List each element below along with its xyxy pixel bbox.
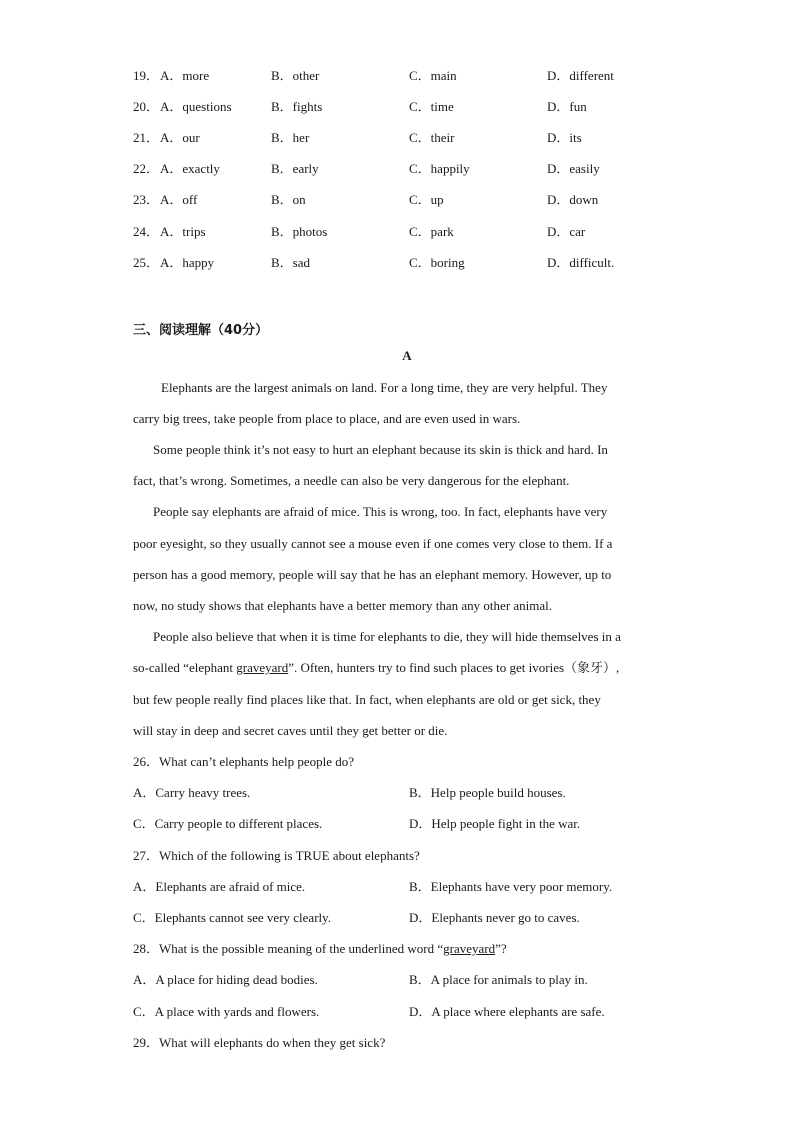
question-text: ”?: [495, 941, 507, 956]
passage-line: Some people think it’s not easy to hurt an elephant because its skin is thick and hard. In: [153, 442, 608, 457]
question-number: 19．: [133, 68, 160, 83]
option-b: B．photos: [271, 224, 328, 239]
passage-line: poor eyesight, so they usually cannot see a mouse even if one comes very close to them. If a: [133, 536, 613, 551]
passage-text: ”. Often, hunters try to find such places to get ivories（象牙）,: [288, 660, 620, 675]
passage-line: Elephants are the largest animals on land. For a long time, they are very helpful. They: [161, 380, 608, 395]
answer-choice-b: B．Elephants have very poor memory.: [409, 879, 613, 894]
option-b: B．on: [271, 192, 306, 207]
option-row-23: [133, 190, 693, 210]
answer-choice-a: A．Carry heavy trees.: [133, 785, 251, 800]
option-d: D．difficult.: [547, 255, 615, 270]
option-c: C．their: [409, 130, 455, 145]
answer-choice-b: B．Help people build houses.: [409, 785, 566, 800]
question-number: 25．: [133, 255, 160, 270]
passage-line: now, no study shows that elephants have a better memory than any other animal.: [133, 598, 553, 613]
answer-choice-d: D．Elephants never go to caves.: [409, 910, 580, 925]
answer-choice-c: C．Elephants cannot see very clearly.: [133, 910, 332, 925]
passage-line: People say elephants are afraid of mice. This is wrong, too. In fact, elephants have very: [153, 504, 608, 519]
option-b: B．sad: [271, 255, 311, 270]
option-c: C．up: [409, 192, 444, 207]
option-c: C．time: [409, 99, 454, 114]
option-c: C．main: [409, 68, 457, 83]
question-number: 24．: [133, 224, 160, 239]
passage-line: person has a good memory, people will say that he has an elephant memory. However, up to: [133, 567, 612, 582]
passage-line: People also believe that when it is time for elephants to die, they will hide themselves in a: [153, 629, 621, 644]
option-c: C．park: [409, 224, 454, 239]
passage-line: but few people really find places like that. In fact, when elephants are old or get sick, they: [133, 692, 601, 707]
option-c: C．boring: [409, 255, 465, 270]
passage-text: so-called “elephant: [133, 660, 237, 675]
option-a: A．more: [160, 68, 210, 83]
underlined-word: graveyard: [443, 941, 496, 956]
question-stem: 29．What will elephants do when they get sick?: [133, 1035, 386, 1050]
option-row-20: [133, 97, 693, 117]
option-row-22: [133, 159, 693, 179]
option-d: D．its: [547, 130, 582, 145]
underlined-word: graveyard: [236, 660, 289, 675]
option-b: B．early: [271, 161, 319, 176]
answer-choice-a: A．Elephants are afraid of mice.: [133, 879, 306, 894]
option-d: D．fun: [547, 99, 587, 114]
question-stem: 27．Which of the following is TRUE about elephants?: [133, 848, 420, 863]
option-row-21: [133, 128, 693, 148]
question-number: 21．: [133, 130, 160, 145]
passage-line: carry big trees, take people from place to place, and are even used in wars.: [133, 411, 521, 426]
answer-choice-a: A．A place for hiding dead bodies.: [133, 972, 318, 987]
option-row-19: [133, 66, 693, 86]
passage-line: fact, that’s wrong. Sometimes, a needle can also be very dangerous for the elephant.: [133, 473, 570, 488]
option-a: A．questions: [160, 99, 232, 114]
answer-choice-d: D．A place where elephants are safe.: [409, 1004, 605, 1019]
option-d: D．car: [547, 224, 586, 239]
answer-choice-c: C．A place with yards and flowers.: [133, 1004, 320, 1019]
option-row-24: [133, 222, 693, 242]
answer-choice-b: B．A place for animals to play in.: [409, 972, 588, 987]
option-a: A．exactly: [160, 161, 220, 176]
question-stem: [133, 939, 507, 959]
question-text: 28．What is the possible meaning of the underlined word “: [133, 941, 444, 956]
question-number: 20．: [133, 99, 160, 114]
option-a: A．happy: [160, 255, 215, 270]
section-title: 三、阅读理解（40分）: [133, 323, 269, 338]
answer-choice-c: C．Carry people to different places.: [133, 816, 323, 831]
option-c: C．happily: [409, 161, 470, 176]
question-number: 22．: [133, 161, 160, 176]
option-row-25: [133, 253, 693, 273]
question-number: 23．: [133, 192, 160, 207]
option-a: A．trips: [160, 224, 206, 239]
option-b: B．other: [271, 68, 320, 83]
option-b: B．fights: [271, 99, 323, 114]
option-d: D．easily: [547, 161, 600, 176]
passage-line: will stay in deep and secret caves until they get better or die.: [133, 723, 448, 738]
option-b: B．her: [271, 130, 310, 145]
passage-line: [133, 658, 619, 678]
option-a: A．off: [160, 192, 198, 207]
option-d: D．different: [547, 68, 614, 83]
option-d: D．down: [547, 192, 599, 207]
option-a: A．our: [160, 130, 200, 145]
question-stem: 26．What can’t elephants help people do?: [133, 754, 355, 769]
passage-letter: A: [402, 348, 412, 363]
answer-choice-d: D．Help people fight in the war.: [409, 816, 581, 831]
